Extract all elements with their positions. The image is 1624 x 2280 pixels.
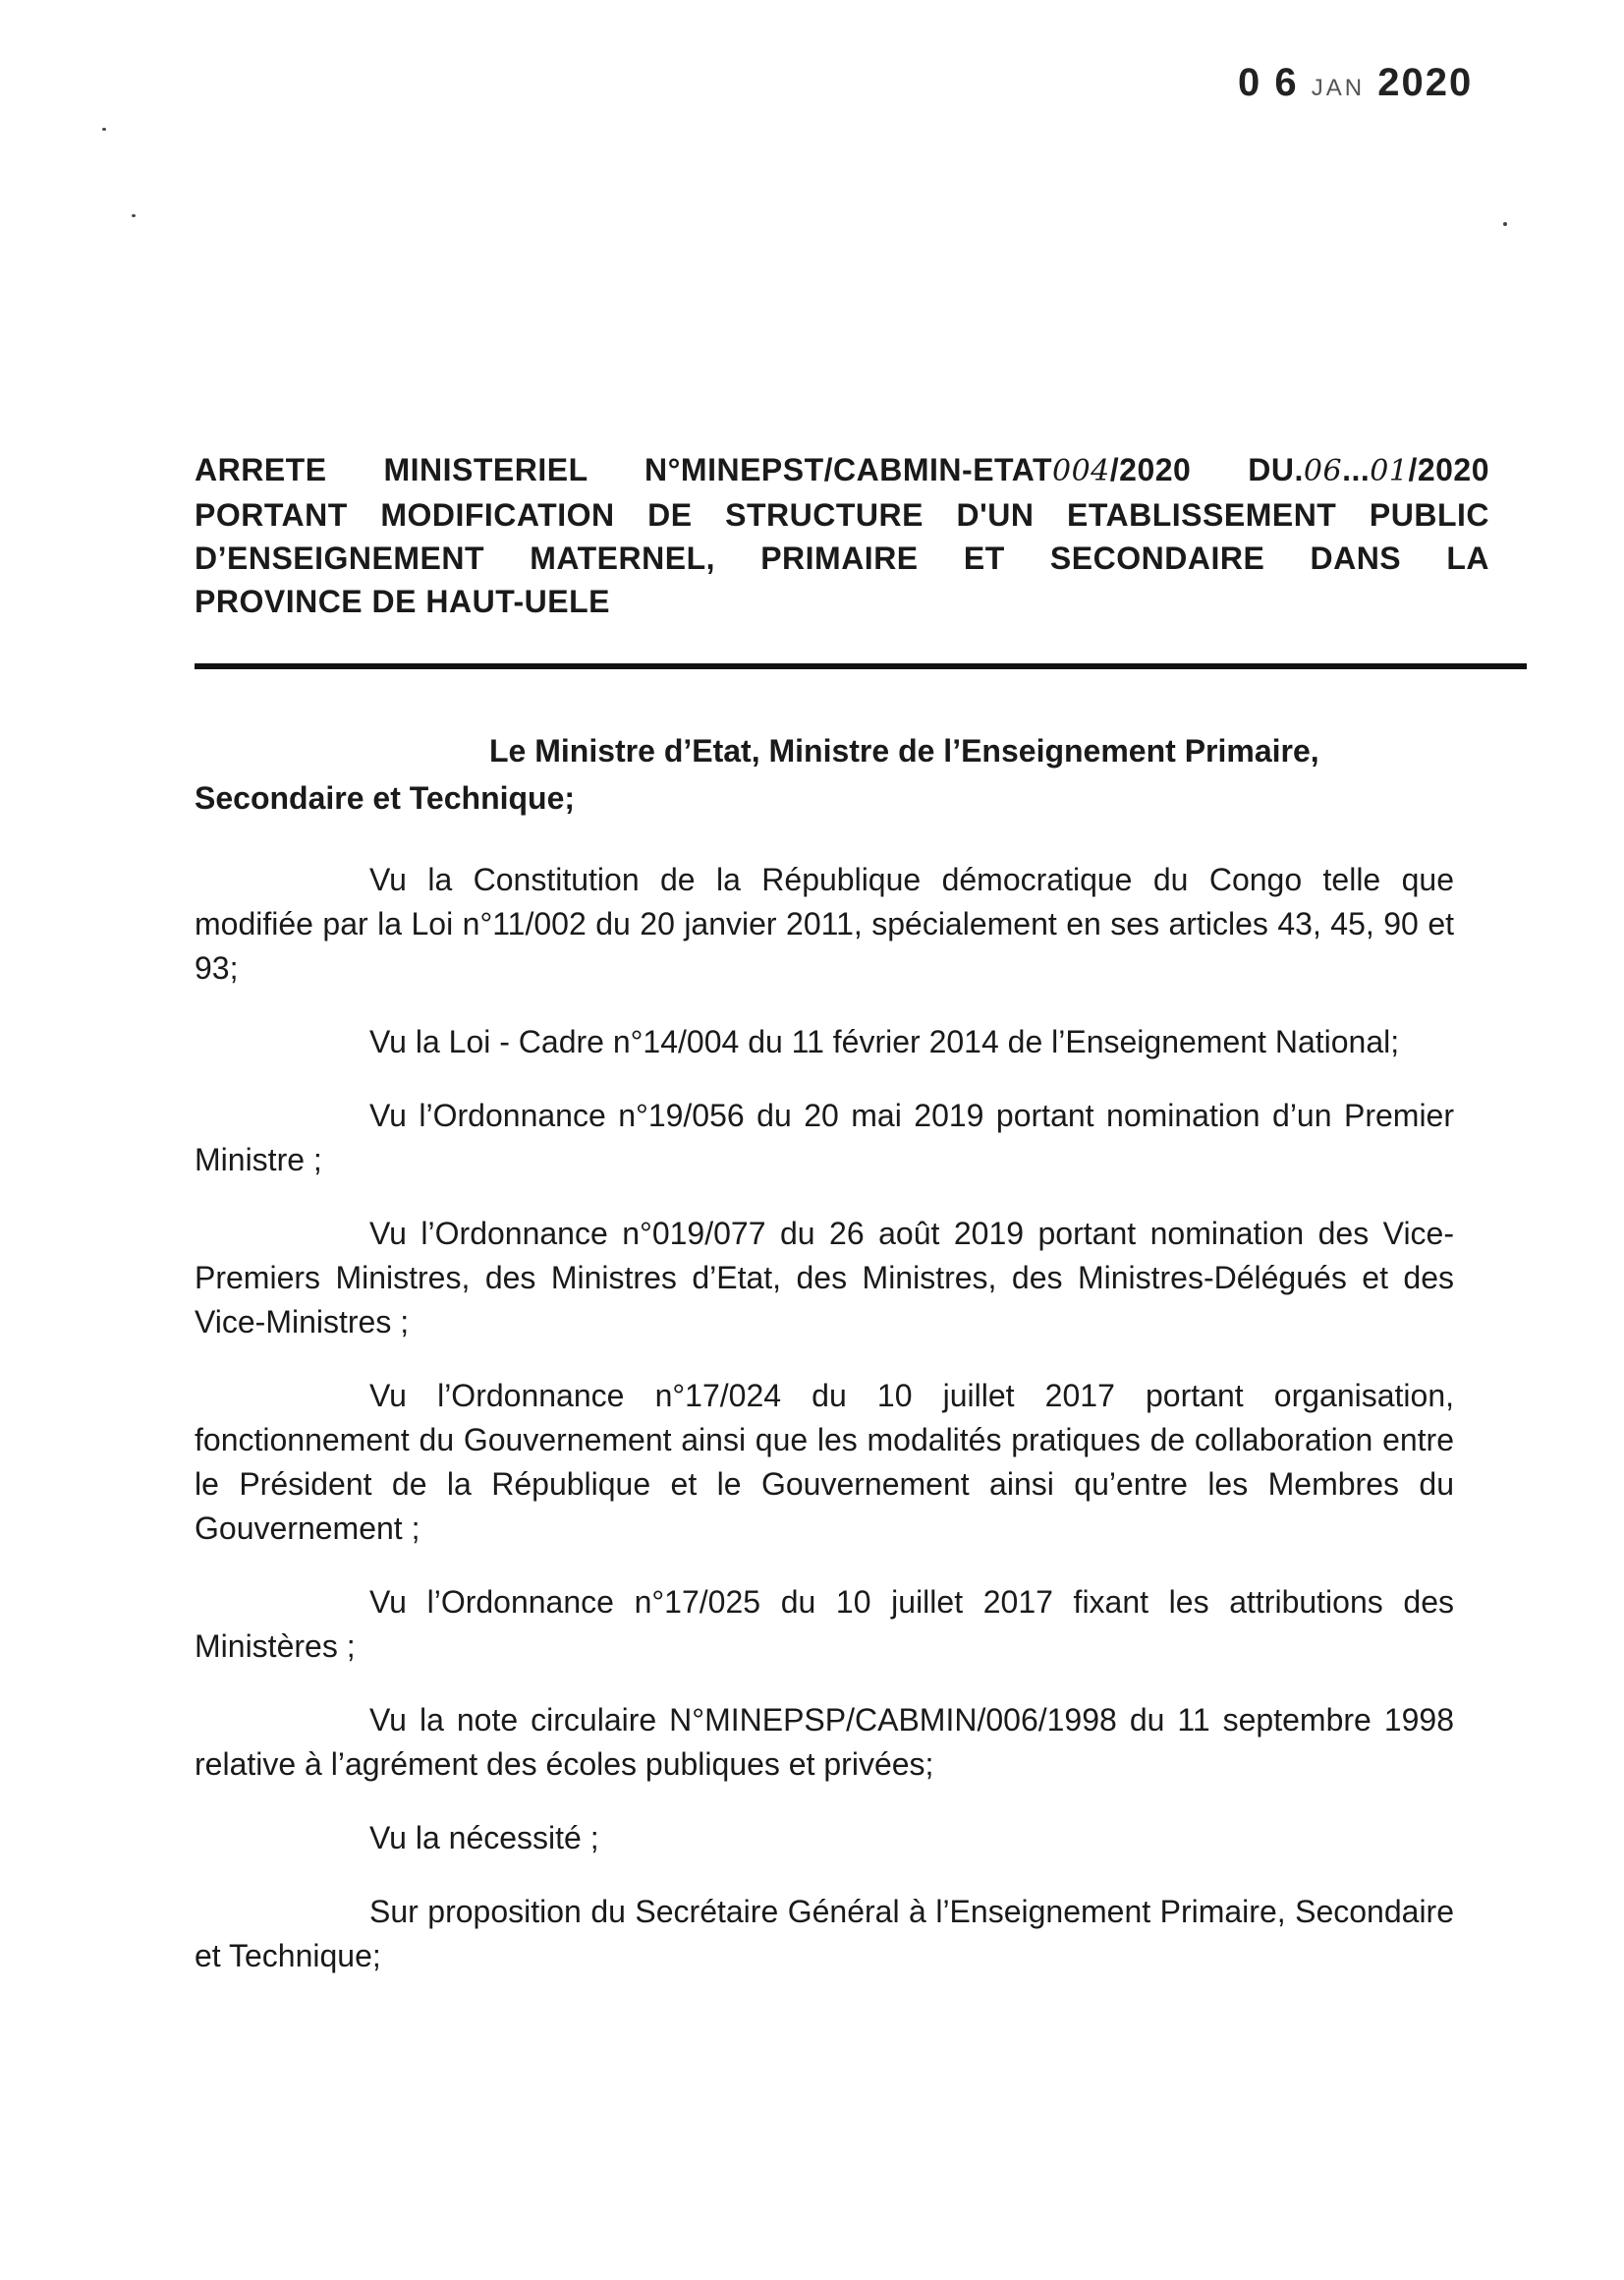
paragraph-constitution: Vu la Constitution de la République démocratique du Congo telle que modifiée par la Loi n°11/002 du 20 janvier 2011, spécialement en ses articles 43, 45, 90 et 93; [195,862,1454,986]
paragraph-loi-cadre: Vu la Loi - Cadre n°14/004 du 11 février 2014 de l’Enseignement National; [369,1024,1400,1059]
handwritten-day: 06 [1303,454,1343,488]
paragraph-necessite: Vu la nécessité ; [369,1820,599,1855]
paragraph-ordonnance-premier-ministre: Vu l’Ordonnance n°19/056 du 20 mai 2019 portant nomination d’un Premier Ministre ; [195,1098,1454,1177]
paragraph-ordonnance-attributions: Vu l’Ordonnance n°17/025 du 10 juillet 2017 fixant les attributions des Ministères ; [195,1584,1454,1664]
minister-line-1: Le Ministre d’Etat, Ministre de l’Enseignement Primaire, [489,733,1319,769]
title-line-4: PROVINCE DE HAUT-UELE [195,584,610,619]
stamp-day: 0 6 [1238,61,1299,104]
date-stamp [1238,61,1473,105]
scan-speck [102,128,106,131]
title-line-3: D’ENSEIGNEMENT MATERNEL, PRIMAIRE ET SECONDAIRE DANS LA [195,541,1489,576]
handwritten-number: 004 [1052,454,1110,488]
minister-heading [195,727,1403,822]
decree-body [195,858,1454,2008]
handwritten-month: 01 [1370,454,1409,488]
title-line-2: PORTANT MODIFICATION DE STRUCTURE D'UN ETABLISSEMENT PUBLIC [195,497,1489,533]
minister-line-2: Secondaire et Technique; [195,780,576,816]
paragraph-ordonnance-organisation: Vu l’Ordonnance n°17/024 du 10 juillet 2017 portant organisation, fonctionnement du Gouvernement ainsi que les modalités pratiques de collaboration entre le Président de la République et le Gouvernement ainsi qu’entre les Membres du Gouvernement ; [195,1378,1454,1546]
paragraph-ordonnance-ministres: Vu l’Ordonnance n°019/077 du 26 août 2019 portant nomination des Vice-Premiers Ministres, des Ministres d’Etat, des Ministres, des Ministres-Délégués et des Vice-Ministres ; [195,1216,1454,1340]
title-line-1: ARRETE MINISTERIEL N°MINEPST/CABMIN-ETAT004/2020 DU.06...01/2020 [195,452,1490,488]
stamp-month: JAN [1311,75,1366,101]
scan-speck [1503,222,1507,226]
scan-speck [132,214,136,217]
paragraph-note-circulaire: Vu la note circulaire N°MINEPSP/CABMIN/006/1998 du 11 septembre 1998 relative à l’agrément des écoles publiques et privées; [195,1702,1454,1782]
title-divider [195,663,1527,669]
paragraph-proposition: Sur proposition du Secrétaire Général à l’Enseignement Primaire, Secondaire et Technique; [195,1894,1454,1973]
stamp-year: 2020 [1377,61,1474,104]
decree-title [195,448,1489,623]
